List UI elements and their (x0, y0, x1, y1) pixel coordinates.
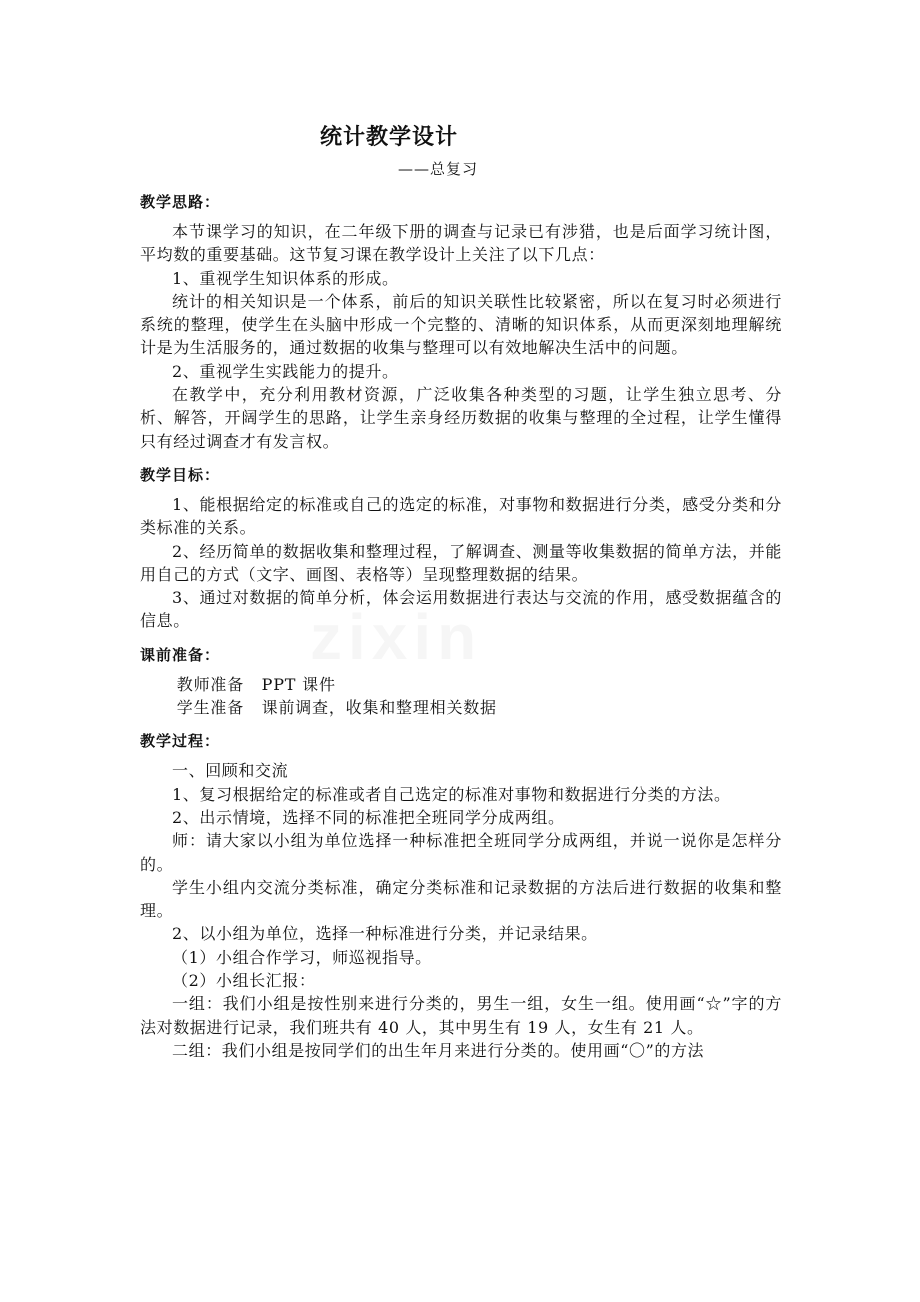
paragraph: 1、复习根据给定的标准或者自己选定的标准对事物和数据进行分类的方法。 (172, 784, 731, 804)
document-title: 统计教学设计 (320, 124, 459, 150)
section-preparation (140, 673, 782, 720)
paragraph: 1、能根据给定的标准或自己的选定的标准，对事物和数据进行分类，感受分类和分类标准的关系。 (140, 494, 782, 538)
section-heading-thinking: 教学思路： (140, 193, 221, 211)
paragraph: （2）小组长汇报： (172, 971, 316, 991)
section-thinking (140, 220, 782, 453)
paragraph: 师：请大家以小组为单位选择一种标准把全班同学分成两组，并说一说你是怎样分的。 (140, 831, 782, 874)
section-heading-preparation: 课前准备： (140, 645, 221, 664)
section-heading-process: 教学过程： (140, 732, 221, 751)
section-goals (140, 493, 782, 633)
paragraph: 一、回顾和交流 (172, 761, 289, 781)
paragraph: 2、经历简单的数据收集和整理过程，了解调查、测量等收集数据的简单方法，并能用自己的方式（文字、画图、表格等）呈现整理数据的结果。 (140, 541, 782, 584)
paragraph: 二组：我们小组是按同学们的出生年月来进行分类的。使用画“〇”的方法 (172, 1040, 705, 1060)
prep-item: 学生准备 课前调查，收集和整理相关数据 (176, 698, 497, 718)
paragraph: 2、以小组为单位，选择一种标准进行分类，并记录结果。 (172, 924, 598, 944)
paragraph: 1、重视学生知识体系的形成。 (172, 268, 399, 288)
paragraph: 统计的相关知识是一个体系，前后的知识关联性比较紧密，所以在复习时必须进行系统的整理，使学生在头脑中形成一个完整的、清晰的知识体系，从而更深刻地理解统计是为生活服务的，通过数据的收集与整理可以有效地解决生活中的问题。 (140, 291, 782, 358)
paragraph: 3、通过对数据的简单分析，体会运用数据进行表达与交流的作用，感受数据蕴含的信息。 (140, 588, 782, 631)
paragraph: （1）小组合作学习，师巡视指导。 (172, 947, 432, 967)
section-heading-goals: 教学目标： (140, 465, 221, 484)
document-subtitle: ——总复习 (398, 160, 479, 178)
paragraph: 一组：我们小组是按性别来进行分类的，男生一组，女生一组。使用画“☆”字的方法对数据进行记录，我们班共有 40 人，其中男生有 19 人，女生有 21 人。 (140, 994, 782, 1037)
document-content (140, 118, 782, 1062)
paragraph: 2、出示情境，选择不同的标准把全班同学分成两组。 (172, 807, 565, 827)
prep-item: 教师准备 PPT 课件 (176, 674, 336, 694)
paragraph: 2、重视学生实践能力的提升。 (172, 361, 399, 381)
paragraph: 学生小组内交流分类标准，确定分类标准和记录数据的方法后进行数据的收集和整理。 (140, 877, 782, 921)
paragraph: 在教学中，充分利用教材资源，广泛收集各种类型的习题，让学生独立思考、分析、解答，开阔学生的思路，让学生亲身经历数据的收集与整理的全过程，让学生懂得只有经过调查才有发言权。 (140, 385, 782, 451)
paragraph: 本节课学习的知识，在二年级下册的调查与记录已有涉猎，也是后面学习统计图，平均数的重要基础。这节复习课在教学设计上关注了以下几点： (140, 222, 782, 265)
section-process (140, 759, 782, 1062)
